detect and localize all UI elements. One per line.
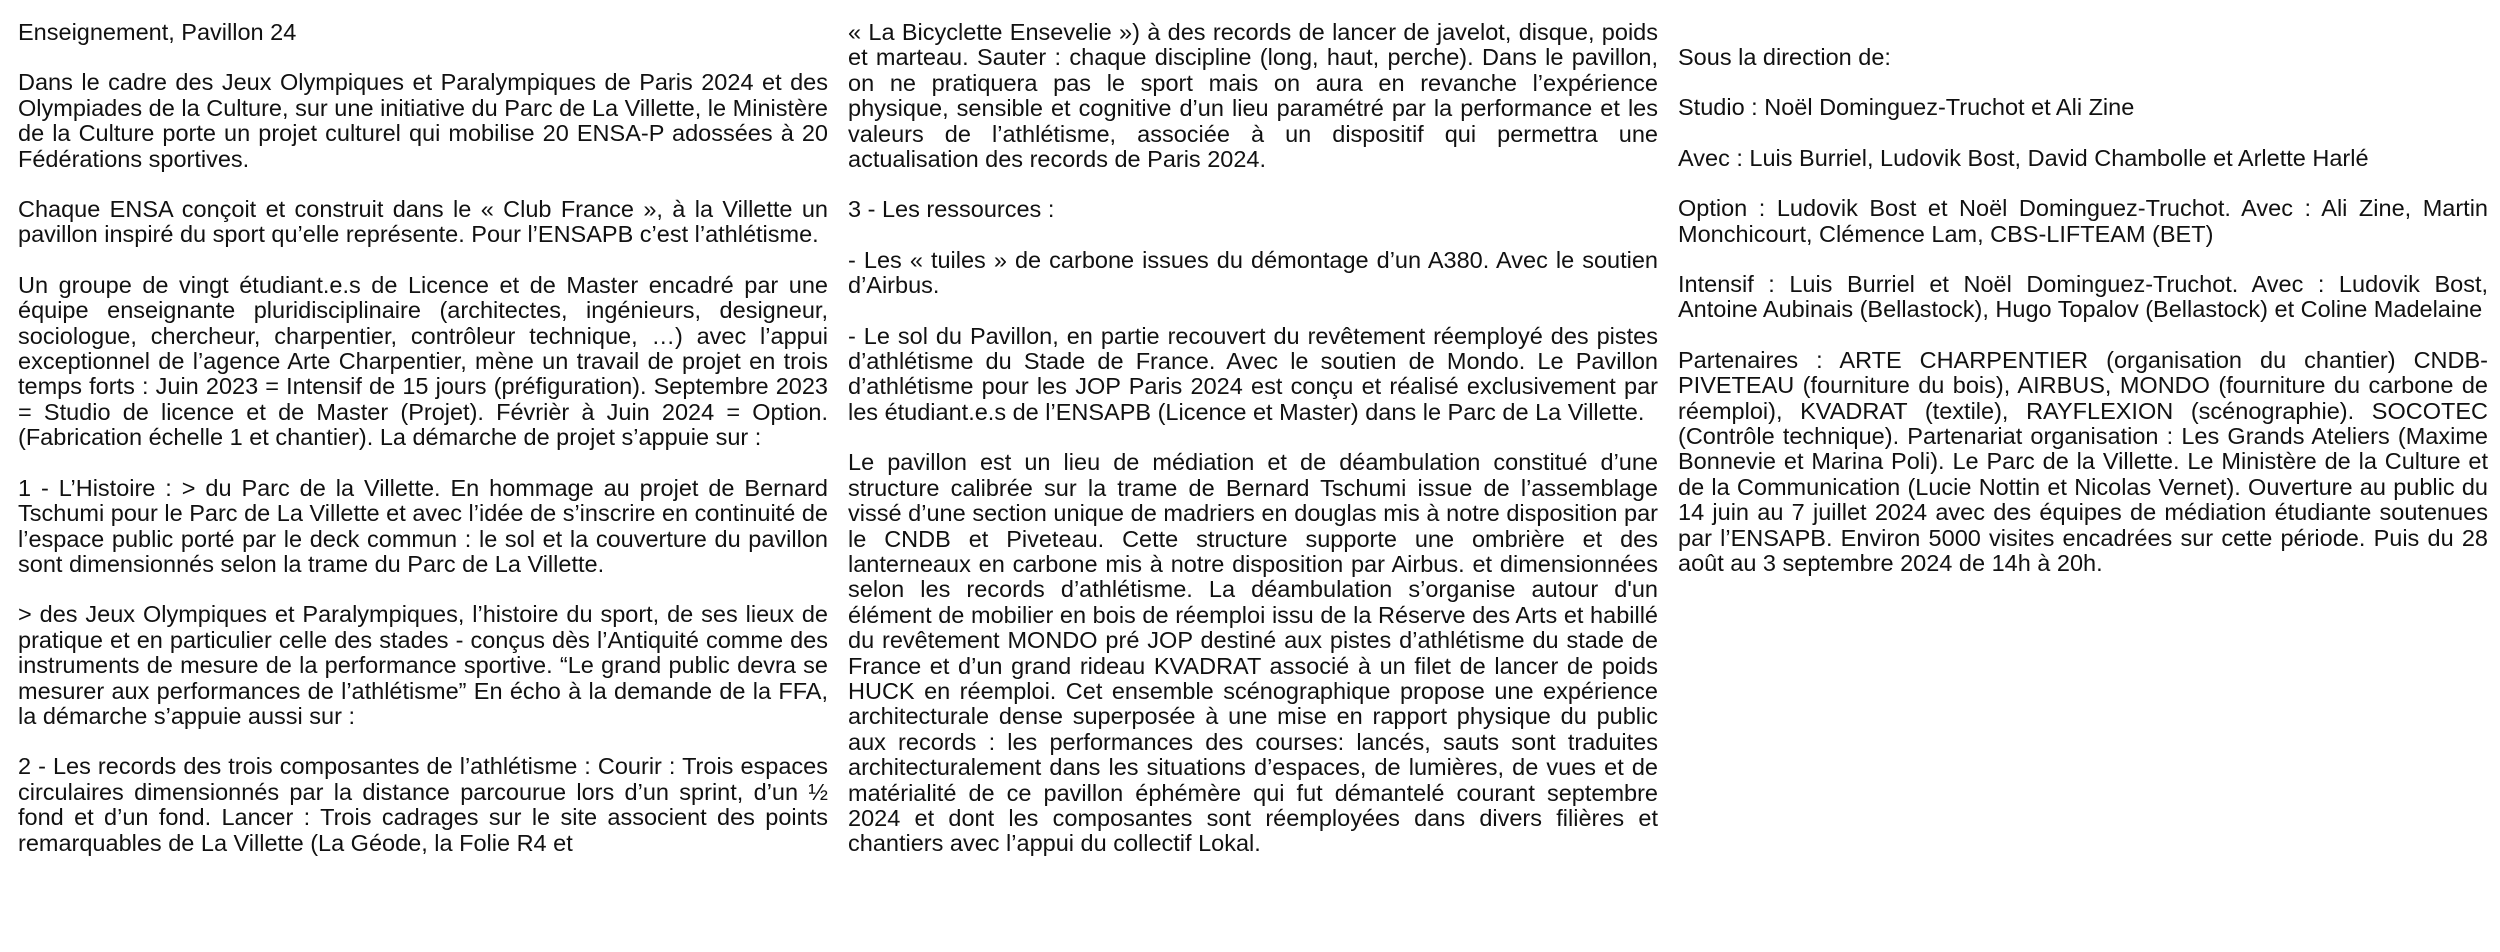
paragraph: Un groupe de vingt étudiant.e.s de Licence et de Master encadré par une équipe enseignante pluridisciplinaire (architectes, ingénieurs, designeur, sociologue, chercheur, charpentier, contrôleur technique, …) avec l’appui exceptionnel de l’agence Arte Charpentier, mène un travail de projet en trois temps forts : Juin 2023 = Intensif de 15 jours (préfiguration). Septembre 2023 = Studio de licence et de Master (Projet). Févrièr à Juin 2024 = Option. (Fabrication échelle 1 et chantier). La démarche de projet s’appuie sur : [18, 271, 828, 451]
paragraph: Dans le cadre des Jeux Olympiques et Paralympiques de Paris 2024 et des Olympiades de la Culture, sur une initiative du Parc de La Villette, le Ministère de la Culture porte un projet culturel qui mobilise 20 ENSA-P adossées à 20 Fédérations sportives. [18, 69, 828, 172]
paragraph: - Le sol du Pavillon, en partie recouvert du revêtement réemployé des pistes d’athlétisme du Stade de France. Avec le soutien de Mondo. Le Pavillon d’athlétisme pour les JOP Paris 2024 est conçu et réalisé exclusivement par les étudiant.e.s de l’ENSAPB (Licence et Master) dans le Parc de La Villette. [848, 322, 1658, 425]
paragraph: Studio : Noël Dominguez-Truchot et Ali Zine [1678, 94, 2135, 121]
text-column-2 [848, 20, 1658, 882]
paragraph: 3 - Les ressources : [848, 196, 1055, 223]
paragraph: Partenaires : ARTE CHARPENTIER (organisation du chantier) CNDB-PIVETEAU (fourniture du bois), AIRBUS, MONDO (fourniture du carbone de réemploi), KVADRAT (textile), RAYFLEXION (scénographie). SOCOTEC (Contrôle technique). Partenariat organisation : Les Grands Ateliers (Maxime Bonnevie et Marina Poli). Le Parc de la Villette. Le Ministère de la Culture et de la Communication (Lucie Nottin et Nicolas Vernet). Ouverture au public du 14 juin au 7 juillet 2024 avec des équipes de médiation étudiante soutenues par l’ENSAPB. Environ 5000 visites encadrées sur cette période. Puis du 28 août au 3 septembre 2024 de 14h à 20h. [1678, 346, 2488, 577]
paragraph: « La Bicyclette Ensevelie ») à des records de lancer de javelot, disque, poids et marteau. Sauter : chaque discipline (long, haut, perche). Dans le pavillon, on ne pratiquera pas le sport mais on aura en revanche l’expérience physique, sensible et cognitive d’un lieu paramétré par la performance et les valeurs de l’athlétisme, associée à un dispositif qui permettra une actualisation des records de Paris 2024. [848, 19, 1658, 173]
paragraph: 1 - L’Histoire : > du Parc de la Villette. En hommage au projet de Bernard Tschumi pour le Parc de La Villette et avec l’idée de s’inscrire en continuité de l’espace public porté par le deck commun : le sol et la couverture du pavillon sont dimensionnés selon la trame du Parc de La Villette. [18, 474, 828, 577]
paragraph: Option : Ludovik Bost et Noël Dominguez-Truchot. Avec : Ali Zine, Martin Monchicourt, Clémence Lam, CBS-LIFTEAM (BET) [1678, 195, 2488, 247]
paragraph: Chaque ENSA conçoit et construit dans le « Club France », à la Villette un pavillon inspiré du sport qu’elle représente. Pour l’ENSAPB c’est l’athlétisme. [18, 196, 828, 248]
text-column-1 [18, 20, 828, 881]
paragraph: Avec : Luis Burriel, Ludovik Bost, David Chambolle et Arlette Harlé [1678, 144, 2369, 171]
paragraph: Intensif : Luis Burriel et Noël Dominguez-Truchot. Avec : Ludovik Bost, Antoine Aubinais (Bellastock), Hugo Topalov (Bellastock) et Coline Madelaine [1678, 271, 2488, 323]
paragraph: > des Jeux Olympiques et Paralympiques, l’histoire du sport, de ses lieux de pratique et en particulier celle des stades - conçus dès l’Antiquité comme des instruments de mesure de la performance sportive. “Le grand public devra se mesurer aux performances de l’athlétisme” En écho à la demande de la FFA, la démarche s’appuie aussi sur : [18, 601, 828, 729]
section-heading: Enseignement, Pavillon 24 [18, 19, 297, 45]
text-column-3 [1678, 45, 2488, 602]
paragraph: - Les « tuiles » de carbone issues du démontage d’un A380. Avec le soutien d’Airbus. [848, 246, 1658, 299]
credits-heading: Sous la direction de: [1678, 44, 1891, 70]
paragraph: Le pavillon est un lieu de médiation et de déambulation constitué d’une structure calibrée sur la trame de Bernard Tschumi issue de l’assemblage vissé d’une section unique de madriers en douglas mis à notre disposition par le CNDB et Piveteau. Cette structure supporte une ombrière et des lanterneaux en carbone mis à notre disposition par Airbus. et dimensionnées selon les records d’athlétisme. La déambulation s’organise autour d'un élément de mobilier en bois de réemploi issu de la Réserve des Arts et habillé du revêtement MONDO pré JOP destiné aux pistes d’athlétisme du stade de France et d’un grand rideau KVADRAT associé à un filet de lancer de poids HUCK en réemploi. Cet ensemble scénographique propose une expérience architecturale dense superposée à une mise en rapport physique du public aux records : les performances des courses: lancés, sauts sont traduites architecturalement dans les situations d’espaces, de lumières, de vues et de matérialité de ce pavillon éphémère qui fut démantelé courant septembre 2024 et dont les composantes sont réemployées dans divers filières et chantiers avec l’appui du collectif Lokal. [848, 449, 1658, 857]
paragraph: 2 - Les records des trois composantes de l’athlétisme : Courir : Trois espaces circulaires dimensionnés par la distance parcourue lors d’un sprint, d’un ½ fond et d’un fond. Lancer : Trois cadrages sur le site associent des points remarquables de La Villette (La Géode, la Folie R4 et [18, 753, 828, 856]
